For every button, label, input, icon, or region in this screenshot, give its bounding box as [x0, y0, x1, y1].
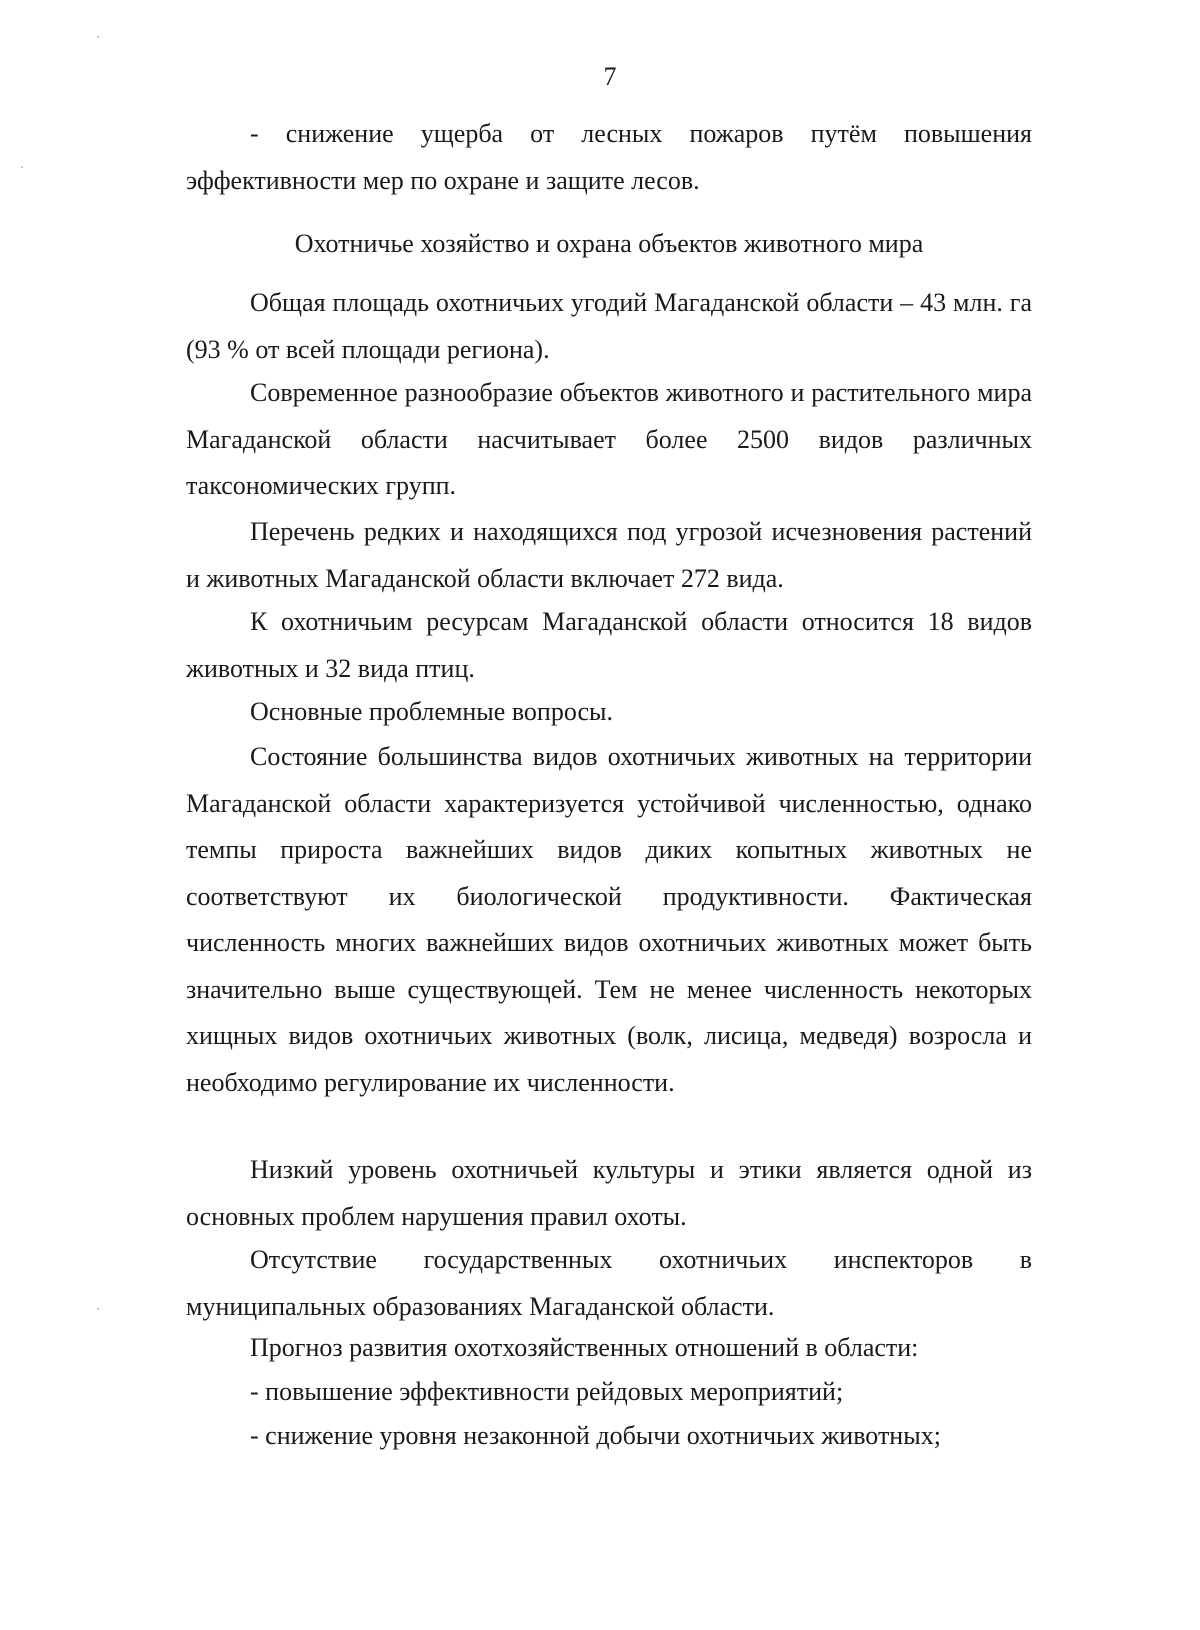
- section-block: [186, 221, 1032, 268]
- paragraph-main-problems: Основные проблемные вопросы.: [250, 697, 613, 726]
- list-item-poaching: - снижение уровня незаконной добычи охотничьих животных;: [250, 1421, 941, 1450]
- intro-paragraph: - снижение ущерба от лесных пожаров путём повышения эффективности мер по охране и защите лесов.: [186, 119, 1032, 195]
- section-heading: Охотничье хозяйство и охрана объектов животного мира: [294, 229, 924, 258]
- paragraph-red-list: Перечень редких и находящихся под угрозой исчезновения растений и животных Магаданской области включает 272 вида.: [186, 517, 1032, 593]
- body-text-5: [186, 689, 1032, 736]
- body-text-3: [186, 509, 1032, 602]
- paragraph-hunting-area: Общая площадь охотничьих угодий Магаданской области – 43 млн. га (93 % от всей площади региона).: [186, 288, 1032, 364]
- body-text-8: [186, 1237, 1032, 1330]
- page-number: 7: [603, 62, 617, 91]
- body-text-2: [186, 370, 1032, 510]
- paragraph-biodiversity: Современное разнообразие объектов животного и растительного мира Магаданской области насчитывает более 2500 видов различных таксономических групп.: [186, 378, 1032, 500]
- body-text-6: [186, 734, 1032, 1106]
- intro-paragraph-block: [186, 111, 1032, 204]
- body-text-4: [186, 599, 1032, 692]
- body-text: [186, 280, 1032, 373]
- paragraph-hunting-culture: Низкий уровень охотничьей культуры и этики является одной из основных проблем нарушения правил охоты.: [186, 1155, 1032, 1231]
- scan-speck: [21, 166, 23, 168]
- list-item-raids: - повышение эффективности рейдовых мероприятий;: [250, 1377, 844, 1406]
- paragraph-inspectors: Отсутствие государственных охотничьих инспекторов в муниципальных образованиях Магаданской области.: [186, 1245, 1032, 1321]
- body-text-7: [186, 1147, 1032, 1240]
- body-text-9: [186, 1325, 1032, 1372]
- body-text-11: [186, 1413, 1032, 1460]
- scan-speck: [97, 1308, 99, 1310]
- paragraph-population-state: Состояние большинства видов охотничьих животных на территории Магаданской области характеризуется устойчивой численностью, однако темпы прироста важнейших видов диких копытных животных не соответствуют их биологической продуктивности. Фактическая численность многих важнейших видов охотничьих животных может быть значительно выше существующей. Тем не менее численность некоторых хищных видов охотничьих животных (волк, лисица, медведя) возросла и необходимо регулирование их численности.: [186, 742, 1032, 1097]
- body-text-10: [186, 1369, 1032, 1416]
- scan-speck: [97, 36, 99, 38]
- paragraph-forecast: Прогноз развития охотхозяйственных отношений в области:: [250, 1333, 919, 1362]
- paragraph-hunting-resources: К охотничьим ресурсам Магаданской области относится 18 видов животных и 32 вида птиц.: [186, 607, 1032, 683]
